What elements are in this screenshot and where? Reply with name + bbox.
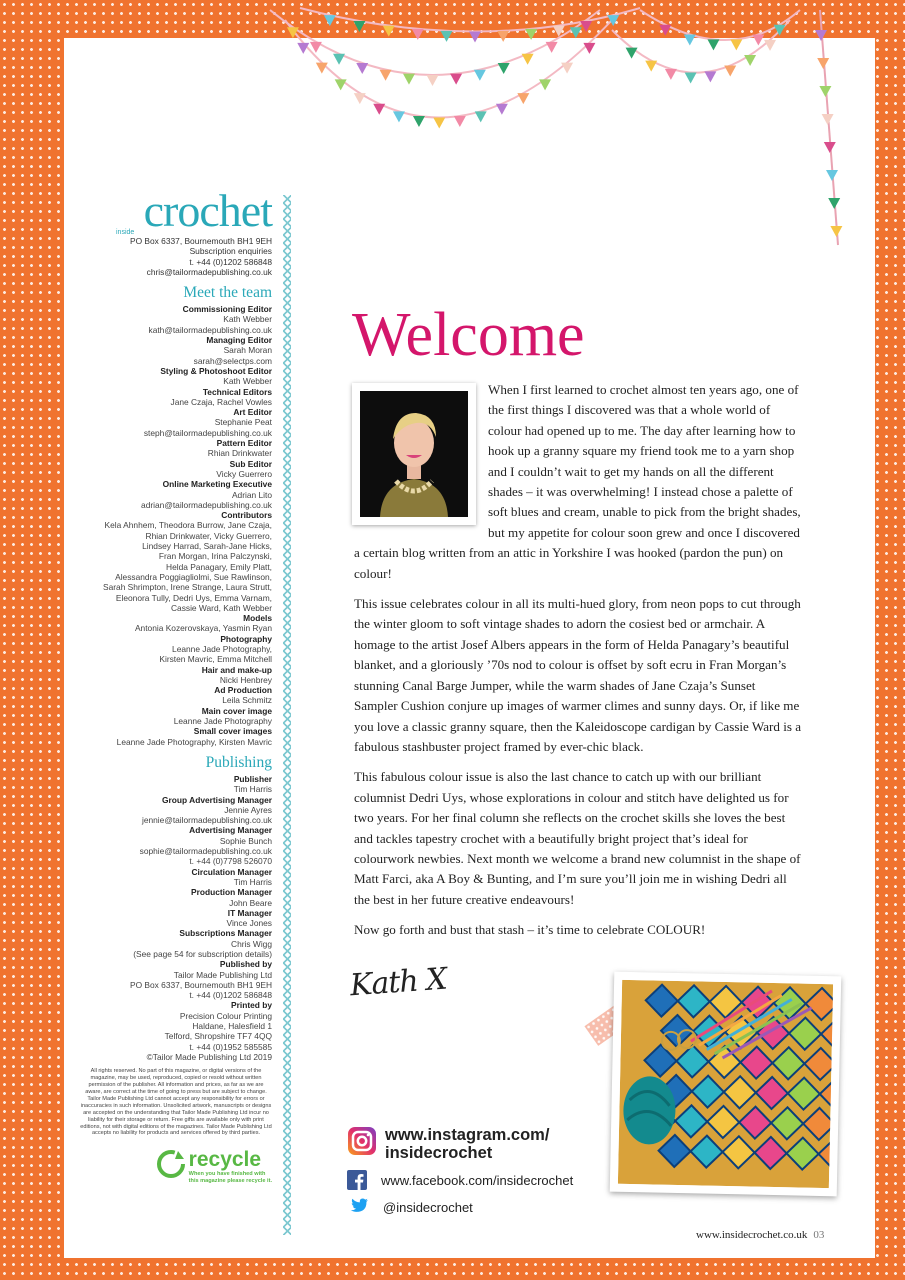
staff-detail[interactable]: sarah@selectps.com <box>193 355 272 366</box>
instagram-icon[interactable] <box>347 1126 377 1156</box>
staff-role: Group Advertising Manager <box>162 794 272 805</box>
staff-detail: Sophie Bunch <box>219 835 272 846</box>
staff-detail: PO Box 6337, Bournemouth BH1 9EH <box>130 979 272 990</box>
staff-detail: Sarah Shrimpton, Irene Strange, Laura Strutt, <box>103 582 272 593</box>
staff-role: Main cover image <box>201 705 272 716</box>
staff-detail: Sarah Moran <box>223 345 272 356</box>
staff-detail: Lindsey Harrad, Sarah-Jane Hicks, <box>142 541 272 552</box>
staff-detail: Kath Webber <box>223 314 272 325</box>
bunting-flag <box>607 15 619 26</box>
crochet-logo <box>72 185 272 236</box>
bunting-flag <box>383 26 395 37</box>
staff-detail: Telford, Shropshire TF7 4QQ <box>164 1031 272 1042</box>
staff-role: Published by <box>219 959 272 970</box>
contact-phone: t. +44 (0)1202 586848 <box>189 256 272 267</box>
recycle-line1: When you have finished with <box>188 1171 266 1178</box>
paragraph-3: This fabulous colour issue is also the last chance to catch up with our brilliant columnist Dedri Uys, whose explorations in colour and stitch have delighted us for two years. For her final column she reflects on the crochet skills she loves the best and tackles tapestry crochet with a beautifully bright project that’s ideal for colourwork newbies. Next month we welcome a brand new columnist in the shape of Matt Farci, aka A Boy & Bunting, and I’m sure you’ll join me in wishing Dedri all the best in her future creative endeavours! <box>354 769 801 907</box>
page-number: 03 <box>813 1229 825 1241</box>
project-photo <box>610 972 842 1197</box>
bunting-flag <box>659 25 671 36</box>
facebook-link[interactable]: www.facebook.com/insidecrochet <box>381 1172 574 1188</box>
staff-detail[interactable]: steph@tailormadepublishing.co.uk <box>143 427 272 438</box>
footer-url[interactable]: www.insidecrochet.co.uk <box>696 1229 808 1241</box>
staff-detail: Leanne Jade Photography <box>173 716 272 727</box>
staff-role: Art Editor <box>233 407 272 418</box>
staff-detail: Precision Colour Printing <box>179 1010 272 1021</box>
tapestry-crochet-image <box>618 980 833 1188</box>
staff-role: Models <box>243 613 272 624</box>
bunting-flag <box>580 21 592 32</box>
staff-detail: Adrian Lito <box>231 489 272 500</box>
staff-role: Circulation Manager <box>191 866 272 877</box>
twitter-icon[interactable] <box>347 1198 369 1216</box>
staff-role: Sub Editor <box>229 458 272 469</box>
staff-detail: Tim Harris <box>233 784 272 795</box>
staff-detail[interactable]: kath@tailormadepublishing.co.uk <box>148 324 272 335</box>
staff-role: Advertising Manager <box>189 825 272 836</box>
bunting-flag <box>287 27 299 38</box>
masthead-column <box>72 185 272 1185</box>
staff-role: Styling & Photoshoot Editor <box>160 365 272 376</box>
team-list <box>72 304 272 747</box>
recycle-line2: this magazine please recycle it. <box>188 1178 272 1185</box>
staff-detail: Kela Ahnhem, Theodora Burrow, Jane Czaja, <box>104 520 272 531</box>
bunting-flag <box>324 15 336 26</box>
recycle-badge <box>72 1149 272 1185</box>
contact-email[interactable]: chris@tailormadepublishing.co.uk <box>146 266 272 277</box>
staff-detail: Rhian Drinkwater <box>207 448 272 459</box>
staff-detail: Alessandra Poggiagliolmi, Sue Rawlinson, <box>115 571 272 582</box>
contact-address: PO Box 6337, Bournemouth BH1 9EH <box>130 236 272 246</box>
staff-role: Managing Editor <box>206 335 272 346</box>
paragraph-1: When I first learned to crochet almost ten years ago, one of the first things I discovered was that a whole world of colour had opened up to me. The day after learning how to hook up a granny square my friend took me to a yarn shop and I couldn’t wait to get my hands on all the different shades – it was overwhelming! I instead chose a palette of soft blues and cream, unable to pick from the bright shades, but my appetite for colour soon grew and once I discovered a certain blog written from an attic in Yorkshire I was hooked (pardon the pun) on colour! <box>354 382 801 581</box>
staff-role: Printed by <box>231 1000 272 1011</box>
paragraph-4: Now go forth and bust that stash – it’s time to celebrate COLOUR! <box>354 922 706 938</box>
staff-role: IT Manager <box>227 907 272 918</box>
staff-detail: Cassie Ward, Kath Webber <box>170 602 272 613</box>
legal-notice: All rights reserved. No part of this magazine, or digital versions of the magazine, may be used, reproduced, copied or resold without written permission of the publisher. All information and prices, as far as we are aware, are correct at the time of going to press but are subject to change. Tailor Made Publishing Ltd cannot accept any responsibility for errors or inaccuracies in such information. Unsolicited artwork, manuscripts or designs are accepted on the understanding that Tailor Made Publishing Ltd incur no liability for their storage or return. Free gifts are available only with print editions, not with digital editions of the magazines. Tailor Made Publishing Ltd accepts no liability for products and services offered by third parties. <box>80 1068 272 1137</box>
staff-role: Online Marketing Executive <box>162 479 272 490</box>
staff-role: Production Manager <box>191 887 272 898</box>
staff-detail: John Beare <box>229 897 272 908</box>
publishing-heading: Publishing <box>205 753 272 771</box>
staff-detail: Haldane, Halesfield 1 <box>192 1021 272 1032</box>
paragraph-2: This issue celebrates colour in all its multi-hued glory, from neon pops to cut through the winter gloom to soft vintage shades to adorn the cosiest bed or armchair. A homage to the artist Josef Albers appears in the form of Helda Panagary’s beautiful blanket, and a gloriously ’70s nod to colour is offset by soft ecru in Fran Morgan’s stunning Canal Barge Jumper, while the warm shades of Jane Czaja’s Sunset Sampler Cushion conjure up images of warmer climes and sunny days. Or, if like me you love a classic granny square, then the Kaleidoscope cardigan by Cassie Ward is a fabulous stashbuster project framed by ever-chic black. <box>354 596 802 754</box>
logo-tag: inside <box>116 229 135 236</box>
staff-detail: Vince Jones <box>226 918 272 929</box>
bunting-flag <box>553 26 565 37</box>
social-links <box>347 1126 573 1216</box>
staff-role: Hair and make-up <box>201 664 272 675</box>
page-title: Welcome <box>352 301 585 369</box>
staff-detail: t. +44 (0)1202 586848 <box>189 990 272 1001</box>
staff-role: Technical Editors <box>202 386 272 397</box>
staff-detail: Fran Morgan, Irina Palczynski, <box>158 551 272 562</box>
instagram-link-line1[interactable]: www.instagram.com/ <box>385 1126 550 1144</box>
staff-detail[interactable]: sophie@tailormadepublishing.co.uk <box>139 846 272 857</box>
staff-detail: Tailor Made Publishing Ltd <box>173 969 272 980</box>
staff-detail: Nicki Henbrey <box>219 674 272 685</box>
staff-role: Small cover images <box>193 726 272 737</box>
staff-detail: Stephanie Peat <box>214 417 272 428</box>
team-heading: Meet the team <box>183 284 272 302</box>
staff-role: Ad Production <box>214 685 272 696</box>
staff-role: Commissioning Editor <box>182 304 272 315</box>
page-footer <box>696 1229 824 1241</box>
logo-name: crochet <box>143 185 272 236</box>
staff-detail: Chris Wigg <box>231 938 272 949</box>
staff-detail: Tim Harris <box>233 876 272 887</box>
staff-detail: t. +44 (0)1952 585585 <box>189 1041 272 1052</box>
staff-detail: Leila Schmitz <box>222 695 272 706</box>
staff-detail: Leanne Jade Photography, Kirsten Mavric <box>116 736 272 747</box>
staff-role: Subscriptions Manager <box>179 928 272 939</box>
recycle-word: recycle <box>188 1148 262 1172</box>
staff-detail: Rhian Drinkwater, Vicky Guerrero, <box>145 530 272 541</box>
staff-role: Contributors <box>221 510 272 521</box>
staff-role: Pattern Editor <box>216 438 272 449</box>
staff-role: Photography <box>220 633 272 644</box>
instagram-link-line2[interactable]: insidecrochet <box>385 1144 493 1162</box>
staff-detail: t. +44 (0)7798 526070 <box>189 856 272 867</box>
staff-detail: Leanne Jade Photography, <box>172 643 272 654</box>
staff-detail: ©Tailor Made Publishing Ltd 2019 <box>146 1051 272 1062</box>
contact-subscription: Subscription enquiries <box>189 246 272 257</box>
staff-detail[interactable]: jennie@tailormadepublishing.co.uk <box>141 815 272 826</box>
staff-detail: Eleonora Tully, Dedri Uys, Emma Varnam, <box>115 592 272 603</box>
bunting-flag <box>570 27 582 38</box>
bunting-flag <box>353 21 365 32</box>
staff-detail: (See page 54 for subscription details) <box>133 949 272 959</box>
staff-detail: Jennie Ayres <box>224 804 272 815</box>
bunting-flag <box>774 25 786 36</box>
twitter-handle[interactable]: @insidecrochet <box>383 1199 473 1215</box>
facebook-icon[interactable] <box>347 1170 367 1190</box>
staff-detail: Helda Panagary, Emily Platt, <box>166 561 272 572</box>
staff-detail: Antonia Kozerovskaya, Yasmin Ryan <box>134 623 272 634</box>
recycle-icon <box>156 1149 186 1179</box>
staff-detail: Kath Webber <box>223 376 272 387</box>
staff-detail: Vicky Guerrero <box>216 468 272 479</box>
staff-detail: Jane Czaja, Rachel Vowles <box>170 396 272 407</box>
staff-role: Publisher <box>233 773 272 784</box>
editor-signature: Kath X <box>348 961 448 1004</box>
welcome-letter <box>354 380 802 951</box>
staff-detail: Kirsten Mavric, Emma Mitchell <box>159 654 272 665</box>
staff-detail[interactable]: adrian@tailormadepublishing.co.uk <box>141 499 272 510</box>
publishing-list <box>72 774 272 1062</box>
zigzag-divider <box>283 195 291 1235</box>
